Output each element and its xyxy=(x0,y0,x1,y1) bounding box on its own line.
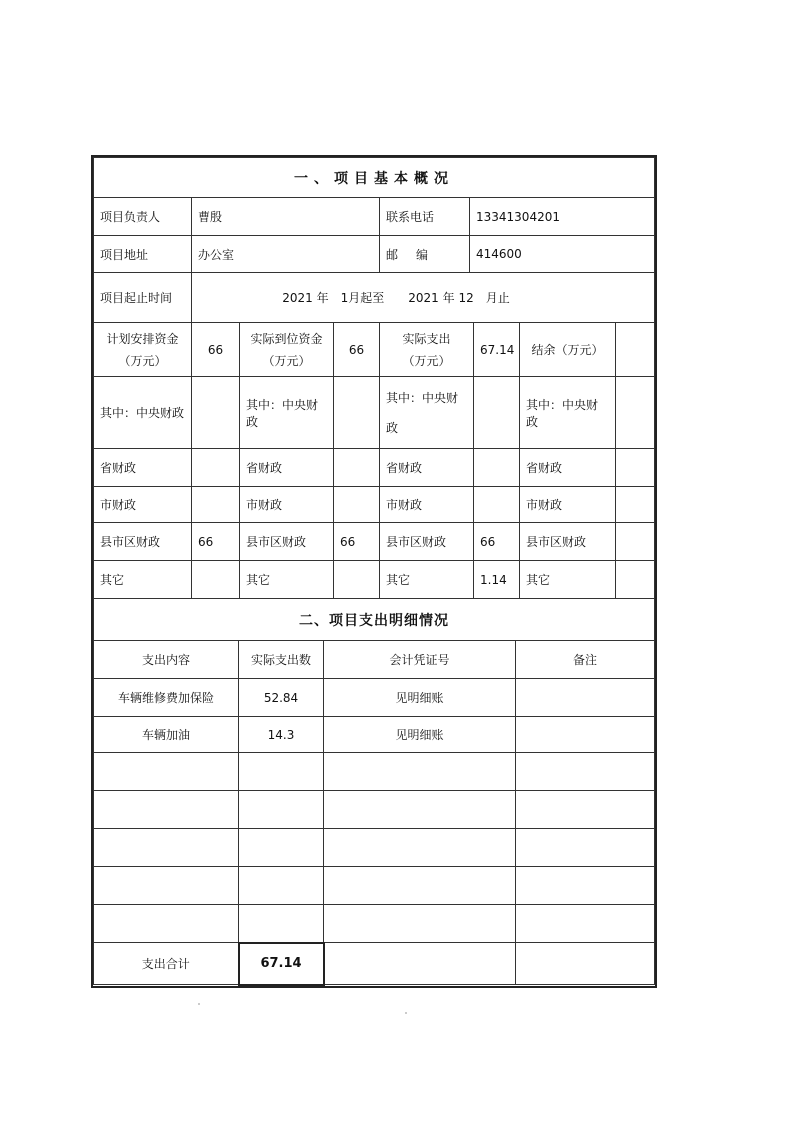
header-content: 支出内容 xyxy=(94,641,239,679)
total-value: 67.14 xyxy=(239,943,324,985)
postcode-label: 邮编 xyxy=(380,236,470,273)
county-label-spent: 县市区财政 xyxy=(380,523,474,561)
other-label: 其它 xyxy=(94,561,192,599)
section-expense-detail xyxy=(93,598,655,986)
item-content: 车辆维修费加保险 xyxy=(94,679,239,717)
other-label-balance: 其它 xyxy=(520,561,616,599)
item-amount: 52.84 xyxy=(239,679,324,717)
other-spent: 1.14 xyxy=(474,561,520,599)
city-label-balance: 市财政 xyxy=(520,487,616,523)
section2-title: 二、项目支出明细情况 xyxy=(94,599,655,641)
province-label-received: 省财政 xyxy=(240,449,334,487)
project-form xyxy=(91,155,657,988)
table-row-empty xyxy=(94,753,655,791)
county-label: 县市区财政 xyxy=(94,523,192,561)
address-value: 办公室 xyxy=(192,236,380,273)
postcode-value: 414600 xyxy=(470,236,655,273)
city-spent xyxy=(474,487,520,523)
total-label: 支出合计 xyxy=(94,943,239,985)
province-label-spent: 省财政 xyxy=(380,449,474,487)
central-label-balance: 其中：中央财政 xyxy=(520,377,616,449)
central-balance xyxy=(616,377,655,449)
other-label-received: 其它 xyxy=(240,561,334,599)
county-received: 66 xyxy=(334,523,380,561)
period-value: 2021 年 1月起至 2021 年 12 月止 xyxy=(192,273,655,323)
manager-value: 曹殷 xyxy=(192,198,380,236)
table-row-empty xyxy=(94,867,655,905)
other-label-spent: 其它 xyxy=(380,561,474,599)
city-label-spent: 市财政 xyxy=(380,487,474,523)
funds-table xyxy=(93,322,655,599)
table-row-empty xyxy=(94,905,655,943)
section-basic-info xyxy=(93,157,655,323)
phone-label: 联系电话 xyxy=(380,198,470,236)
header-voucher: 会计凭证号 xyxy=(324,641,516,679)
spent-funds-label: 实际支出 （万元） xyxy=(380,323,474,377)
city-label: 市财政 xyxy=(94,487,192,523)
city-label-received: 市财政 xyxy=(240,487,334,523)
table-row xyxy=(94,679,655,717)
city-planned xyxy=(192,487,240,523)
city-received xyxy=(334,487,380,523)
central-label-received: 其中：中央财政 xyxy=(240,377,334,449)
county-label-received: 县市区财政 xyxy=(240,523,334,561)
phone-value: 13341304201 xyxy=(470,198,655,236)
table-row xyxy=(94,717,655,753)
spent-funds-value: 67.14 xyxy=(474,323,520,377)
item-note xyxy=(516,679,655,717)
province-planned xyxy=(192,449,240,487)
central-label-spent: 其中：中央财 政 xyxy=(380,377,474,449)
balance-value xyxy=(616,323,655,377)
scan-speck xyxy=(405,1012,407,1014)
province-received xyxy=(334,449,380,487)
item-voucher: 见明细账 xyxy=(324,717,516,753)
table-row-empty xyxy=(94,829,655,867)
other-planned xyxy=(192,561,240,599)
balance-label: 结余（万元） xyxy=(520,323,616,377)
central-label: 其中：中央财政 xyxy=(94,377,192,449)
scan-speck xyxy=(198,1003,200,1005)
county-label-balance: 县市区财政 xyxy=(520,523,616,561)
header-amount: 实际支出数 xyxy=(239,641,324,679)
province-balance xyxy=(616,449,655,487)
item-content: 车辆加油 xyxy=(94,717,239,753)
other-balance xyxy=(616,561,655,599)
planned-funds-label: 计划安排资金 （万元） xyxy=(94,323,192,377)
item-note xyxy=(516,717,655,753)
manager-label: 项目负责人 xyxy=(94,198,192,236)
table-row-empty xyxy=(94,791,655,829)
item-voucher: 见明细账 xyxy=(324,679,516,717)
section1-title: 一、项目基本概况 xyxy=(94,158,655,198)
county-spent: 66 xyxy=(474,523,520,561)
planned-funds-value: 66 xyxy=(192,323,240,377)
central-planned xyxy=(192,377,240,449)
county-balance xyxy=(616,523,655,561)
central-received xyxy=(334,377,380,449)
province-spent xyxy=(474,449,520,487)
other-received xyxy=(334,561,380,599)
city-balance xyxy=(616,487,655,523)
received-funds-label: 实际到位资金 （万元） xyxy=(240,323,334,377)
item-amount: 14.3 xyxy=(239,717,324,753)
county-planned: 66 xyxy=(192,523,240,561)
central-spent xyxy=(474,377,520,449)
province-label: 省财政 xyxy=(94,449,192,487)
received-funds-value: 66 xyxy=(334,323,380,377)
header-note: 备注 xyxy=(516,641,655,679)
province-label-balance: 省财政 xyxy=(520,449,616,487)
period-label: 项目起止时间 xyxy=(94,273,192,323)
address-label: 项目地址 xyxy=(94,236,192,273)
